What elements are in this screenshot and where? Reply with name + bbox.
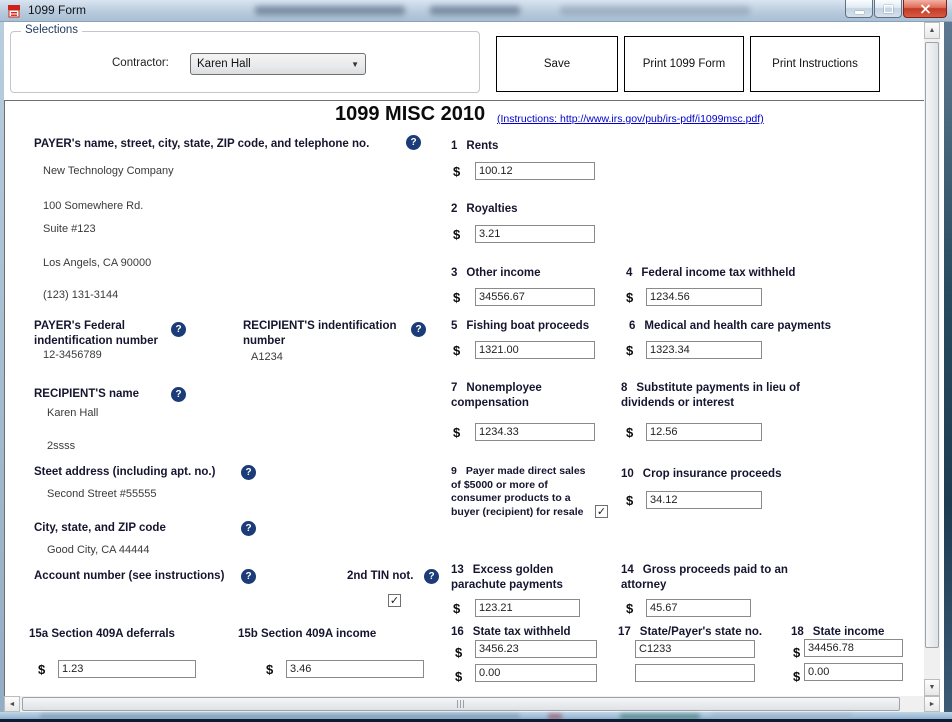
vertical-scrollbar-thumb[interactable] <box>925 42 939 648</box>
chevron-down-icon: ▼ <box>351 59 359 69</box>
maximize-button[interactable] <box>874 0 902 18</box>
dollar-sign: $ <box>626 601 634 616</box>
form-panel <box>4 100 924 696</box>
print-1099-form-button[interactable] <box>624 36 744 92</box>
print-instructions-button-label: Print Instructions <box>772 58 858 70</box>
box4-fed-tax-input[interactable] <box>646 288 762 306</box>
box7-label: 7 Nonemployee compensation <box>451 382 542 409</box>
dollar-sign: $ <box>453 227 461 242</box>
window-title: 1099 Form <box>28 3 87 17</box>
box13-golden-parachute-input[interactable] <box>475 599 580 617</box>
dollar-sign: $ <box>793 669 801 684</box>
arrow-right-icon: ► <box>928 700 936 708</box>
dollar-sign: $ <box>455 669 463 684</box>
help-icon[interactable]: ? <box>171 322 186 337</box>
horizontal-scrollbar[interactable] <box>4 696 940 712</box>
dollar-sign: $ <box>38 662 46 677</box>
instructions-link[interactable]: (Instructions: http://www.irs.gov/pub/irs-pdf/i1099msc.pdf) <box>497 113 764 125</box>
save-button[interactable] <box>496 36 618 92</box>
box2-label: 2 Royalties <box>451 203 518 215</box>
box14-attorney-input[interactable] <box>646 599 751 617</box>
dollar-sign: $ <box>626 290 634 305</box>
payer-phone-value: (123) 131-3144 <box>43 289 119 301</box>
box18-label: 18 State income <box>791 626 885 638</box>
box17-state-no-input-2[interactable] <box>635 664 755 682</box>
street-address-value: Second Street #55555 <box>47 488 157 500</box>
box5-fishing-input[interactable] <box>475 341 595 359</box>
box5-label: 5 Fishing boat proceeds <box>451 320 590 332</box>
form-title: 1099 MISC 2010 <box>335 103 486 125</box>
street-address-label: Steet address (including apt. no.) <box>34 466 216 478</box>
box15b-input[interactable] <box>286 660 424 678</box>
box3-label: 3 Other income <box>451 267 541 279</box>
box17-state-no-input-1[interactable] <box>635 640 755 658</box>
payer-fed-id-value: 12-3456789 <box>43 349 102 361</box>
dollar-sign: $ <box>453 164 461 179</box>
dollar-sign: $ <box>455 645 463 660</box>
maximize-icon <box>884 5 893 13</box>
help-icon[interactable]: ? <box>241 569 256 584</box>
help-icon[interactable]: ? <box>241 465 256 480</box>
recipient-name-value: Karen Hall <box>47 407 99 419</box>
close-icon <box>920 4 931 14</box>
box4-label: 4 Federal income tax withheld <box>626 267 796 279</box>
box1-label: 1 Rents <box>451 140 499 152</box>
box10-crop-input[interactable] <box>646 491 762 509</box>
box3-other-income-input[interactable] <box>475 288 595 306</box>
box10-label: 10 Crop insurance proceeds <box>621 468 782 480</box>
background-window-blur <box>430 6 520 15</box>
help-icon[interactable]: ? <box>406 135 421 150</box>
scroll-up-button[interactable] <box>924 22 940 39</box>
box16-state-tax-input-1[interactable] <box>475 640 597 658</box>
scroll-right-button[interactable] <box>924 696 940 712</box>
box18-state-income-input-2[interactable] <box>804 663 903 681</box>
dollar-sign: $ <box>266 662 274 677</box>
second-tin-label: 2nd TIN not. <box>347 570 414 582</box>
box6-label: 6 Medical and health care payments <box>629 320 832 332</box>
dollar-sign: $ <box>626 425 634 440</box>
background-window-blur <box>560 6 750 15</box>
arrow-down-icon: ▼ <box>928 684 936 691</box>
box9-label: 9 Payer made direct sales of $5000 or more of consumer products to a buyer (recipient) for resale <box>451 465 586 518</box>
box16-label: 16 State tax withheld <box>451 626 571 638</box>
dollar-sign: $ <box>626 493 634 508</box>
box8-substitute-input[interactable] <box>646 423 762 441</box>
window-border-bottom <box>0 712 952 722</box>
box18-state-income-input-1[interactable] <box>804 639 903 657</box>
box1-rents-input[interactable] <box>475 162 595 180</box>
minimize-icon <box>855 11 864 14</box>
dollar-sign: $ <box>453 601 461 616</box>
help-icon[interactable]: ? <box>241 521 256 536</box>
box2-royalties-input[interactable] <box>475 225 595 243</box>
contractor-selected-value: Karen Hall <box>197 58 251 70</box>
box7-nonemployee-input[interactable] <box>475 423 595 441</box>
dollar-sign: $ <box>453 343 461 358</box>
help-icon[interactable]: ? <box>171 387 186 402</box>
city-state-zip-value: Good City, CA 44444 <box>47 544 150 556</box>
check-icon: ✓ <box>596 506 607 518</box>
selections-label: Selections <box>21 24 82 36</box>
recipient-name-label: RECIPIENT'S name <box>34 388 139 400</box>
contractor-label: Contractor: <box>112 57 169 69</box>
payer-street-value: 100 Somewhere Rd. <box>43 200 144 212</box>
help-icon[interactable]: ? <box>411 322 426 337</box>
box15b-label: 15b Section 409A income <box>238 628 377 640</box>
box8-label: 8 Substitute payments in lieu of dividends or interest <box>621 382 800 409</box>
recipient-id-value: A1234 <box>251 351 283 363</box>
print-instructions-button[interactable] <box>750 36 880 92</box>
client-area <box>4 22 944 712</box>
payer-fed-id-label: PAYER's Federal indentification number <box>34 320 158 347</box>
dollar-sign: $ <box>793 645 801 660</box>
vertical-scrollbar[interactable] <box>924 22 940 696</box>
scroll-down-button[interactable] <box>924 679 940 696</box>
box6-medical-input[interactable] <box>646 341 762 359</box>
box14-label: 14 Gross proceeds paid to an attorney <box>621 564 788 591</box>
dollar-sign: $ <box>453 425 461 440</box>
close-button[interactable] <box>903 0 947 18</box>
save-button-label: Save <box>543 58 571 70</box>
box9-direct-sales-checkbox[interactable] <box>595 505 608 518</box>
dollar-sign: $ <box>626 343 634 358</box>
box15a-label: 15a Section 409A deferrals <box>29 628 175 640</box>
box15a-input[interactable] <box>58 660 196 678</box>
city-state-zip-label: City, state, and ZIP code <box>34 522 166 534</box>
recipient-id-label: RECIPIENT'S indentification number <box>243 320 397 347</box>
payer-name-value: New Technology Company <box>43 165 174 177</box>
second-tin-checkbox[interactable] <box>388 594 401 607</box>
minimize-button[interactable] <box>845 0 873 18</box>
recipient-name2-value: 2ssss <box>47 440 76 452</box>
window-border-right <box>944 22 952 712</box>
contractor-dropdown[interactable] <box>190 53 366 75</box>
dollar-sign: $ <box>453 290 461 305</box>
box16-state-tax-input-2[interactable] <box>475 664 597 682</box>
payer-info-label: PAYER's name, street, city, state, ZIP code, and telephone no. <box>34 138 370 150</box>
scrollbar-grip-icon <box>457 700 466 708</box>
horizontal-scrollbar-thumb[interactable] <box>22 697 900 711</box>
app-icon <box>7 4 21 18</box>
scroll-left-button[interactable] <box>4 696 20 712</box>
check-icon: ✓ <box>389 595 400 607</box>
print-form-button-label: Print 1099 Form <box>642 58 726 70</box>
title-bar[interactable] <box>0 0 952 22</box>
background-window-blur <box>255 6 405 15</box>
payer-suite-value: Suite #123 <box>43 223 96 235</box>
box17-label: 17 State/Payer's state no. <box>618 626 763 638</box>
account-number-label: Account number (see instructions) <box>34 570 225 582</box>
payer-city-value: Los Angels, CA 90000 <box>43 257 152 269</box>
box13-label: 13 Excess golden parachute payments <box>451 564 563 591</box>
arrow-up-icon: ▲ <box>928 27 936 34</box>
arrow-left-icon: ◄ <box>8 700 16 708</box>
help-icon[interactable]: ? <box>424 569 439 584</box>
